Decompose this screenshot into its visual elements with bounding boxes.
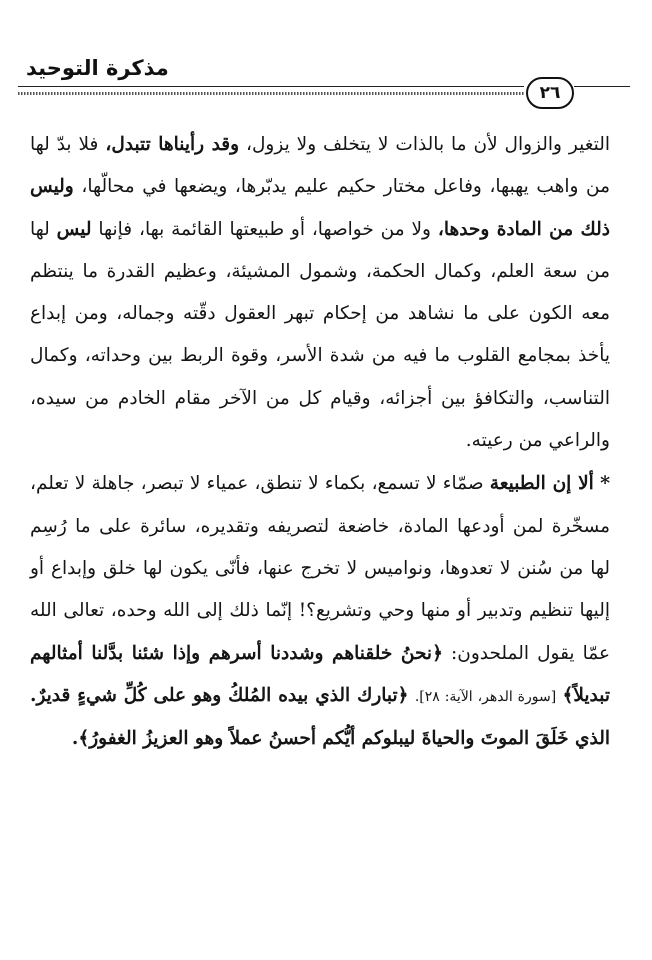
page-body <box>30 124 610 760</box>
book-title: مذكرة التوحيد <box>26 56 169 80</box>
p1-text-1: التغير والزوال لأن ما بالذات لا يتخلف ولا يزول، <box>246 134 610 155</box>
header-rule-right <box>574 86 630 87</box>
quran-verse-2: ﴿تبارك الذي بيده المُلكُ وهو على كُلِّ شيءٍ قديرٌ. الذي خَلَقَ الموتَ والحياةَ ليبلوكم أيُّكم أحسنُ عملاً وهو العزيزُ الغفورُ﴾. <box>30 684 610 750</box>
star-bullet: * <box>600 472 610 495</box>
p1-text-4: لها من سعة العلم، وكمال الحكمة، وشمول المشيئة، وعظيم القدرة ما ينتظم معه الكون على ما نشاهد من إحكام تبهر العقول دقّته وجماله، ومن إبداع يأخذ بمجامع القلوب ما فيه من شدة الأسر، وقوة الربط بين وحداته، وكمال التناسب، والتكافؤ بين أجزائه، وقيام كل من الآخر مقام الخادم من سيده، والراعي من رعيته. <box>30 218 610 452</box>
quran-verse-1: ﴿نحنُ خلقناهم وشددنا أسرهم وإذا شئنا بدَّلنا أمثالهم تبديلاً﴾ <box>30 642 610 706</box>
p2-text-1: صمّاء لا تسمع، بكماء لا تنطق، عمياء لا تبصر، جاهلة لا تعلم، مسخّرة لمن أودعها المادة، خاضعة لتصريفه وتقديره، سائرة على ما رُسِم لها من سُنن لا تعدوها، ونواميس لا تخرج عنها، فأنّى يكون لها خلق وإبداع أو إليها تنظيم وتدبير أو منها وحي وتشريع؟! إنّما ذلك إلى الله وحده، تعالى الله عمّا يقول الملحدون: <box>30 473 611 664</box>
page-header <box>18 52 630 102</box>
paragraph-1 <box>30 124 610 462</box>
header-rule <box>18 86 524 87</box>
verse-reference: [سورة الدهر، الآية: ٢٨]. <box>414 688 557 705</box>
p1-text-3: ولا من خواصها، أو طبيعتها القائمة بها، فإنها <box>98 218 431 240</box>
p1-bold-1: وقد رأيناها تتبدل، <box>105 134 240 155</box>
p1-bold-2: وليس ذلك من المادة وحدها، <box>30 176 611 240</box>
p2-bold-1: ألا إن الطبيعة <box>489 473 594 495</box>
p1-bold-3: ليس <box>56 218 92 240</box>
page-number: ٢٦ <box>526 77 574 109</box>
p1-text-2: فلا بدّ لها من واهب يهبها، وفاعل مختار حكيم عليم يدبّرها، ويضعها في محالّها، <box>30 134 610 198</box>
header-dotted-rule <box>18 92 524 95</box>
paragraph-2 <box>30 462 610 760</box>
